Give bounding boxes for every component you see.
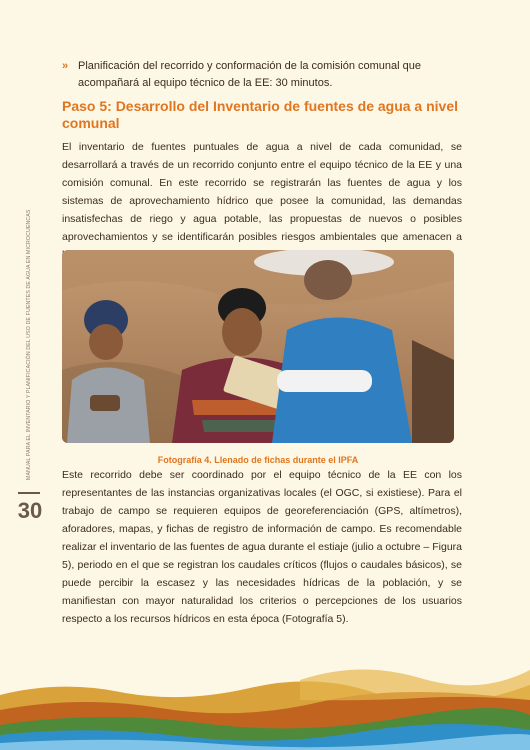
footer-landscape-decoration [0, 640, 530, 750]
section-heading: Paso 5: Desarrollo del Inventario de fuentes de agua a nivel comunal [62, 98, 459, 131]
paragraph-2: Este recorrido debe ser coordinado por el equipo técnico de la EE con los representantes de las instancias organizativas locales (el OGC, si existiese). Para el trabajo de campo se requieren equipos de georeferenciación (GPS, altímetros), aforadores, mapas, y fichas de registro de información de campo. Es recomendable realizar el inventario de las fuentes de agua durante el estiaje (julio a octubre – Figura 5), periodo en el que se registran los caudales críticos (flujos o caudales básicos), se puede percibir la escasez y las necesidades hídricas de la población, y se manifiestan con mayor naturalidad los criterios o percepciones de los usuarios respecto a los recursos hídricos en esta época (Fotografía 5). [62, 469, 462, 625]
page-number-rule [18, 492, 40, 494]
photo-caption: Fotografía 4. Llenado de fichas durante el IPFA [157, 455, 359, 465]
paragraph-1: El inventario de fuentes puntuales de agua a nivel de cada comunidad, se desarrollará a través de un recorrido conjunto entre el equipo técnico de la EE y una comisión comunal. En este recorrido se registrarán las fuentes de agua y los sistemas de aprovechamiento hídrico que posee la comunidad, las demandas insatisfechas de riego y agua potable, las propuestas de nuevos o posibles aprovechamientos y se identificarán posibles riesgos ambientales que amenacen a [62, 141, 462, 243]
vertical-manual-title: MANUAL PARA EL INVENTARIO Y PLANIFICACIÓN DEL USO DE FUENTES DE AGUA EN MICROCUENCAS [26, 209, 32, 480]
bullet-item [62, 58, 462, 92]
photo-illustration [62, 250, 454, 443]
bullet-marker: » [62, 60, 69, 72]
field-photo [62, 250, 454, 443]
bullet-text: Planificación del recorrido y conformación de la comisión comunal que acompañará al equipo técnico de la EE: 30 minutos. [78, 60, 422, 89]
page-number: 30 [17, 498, 43, 523]
